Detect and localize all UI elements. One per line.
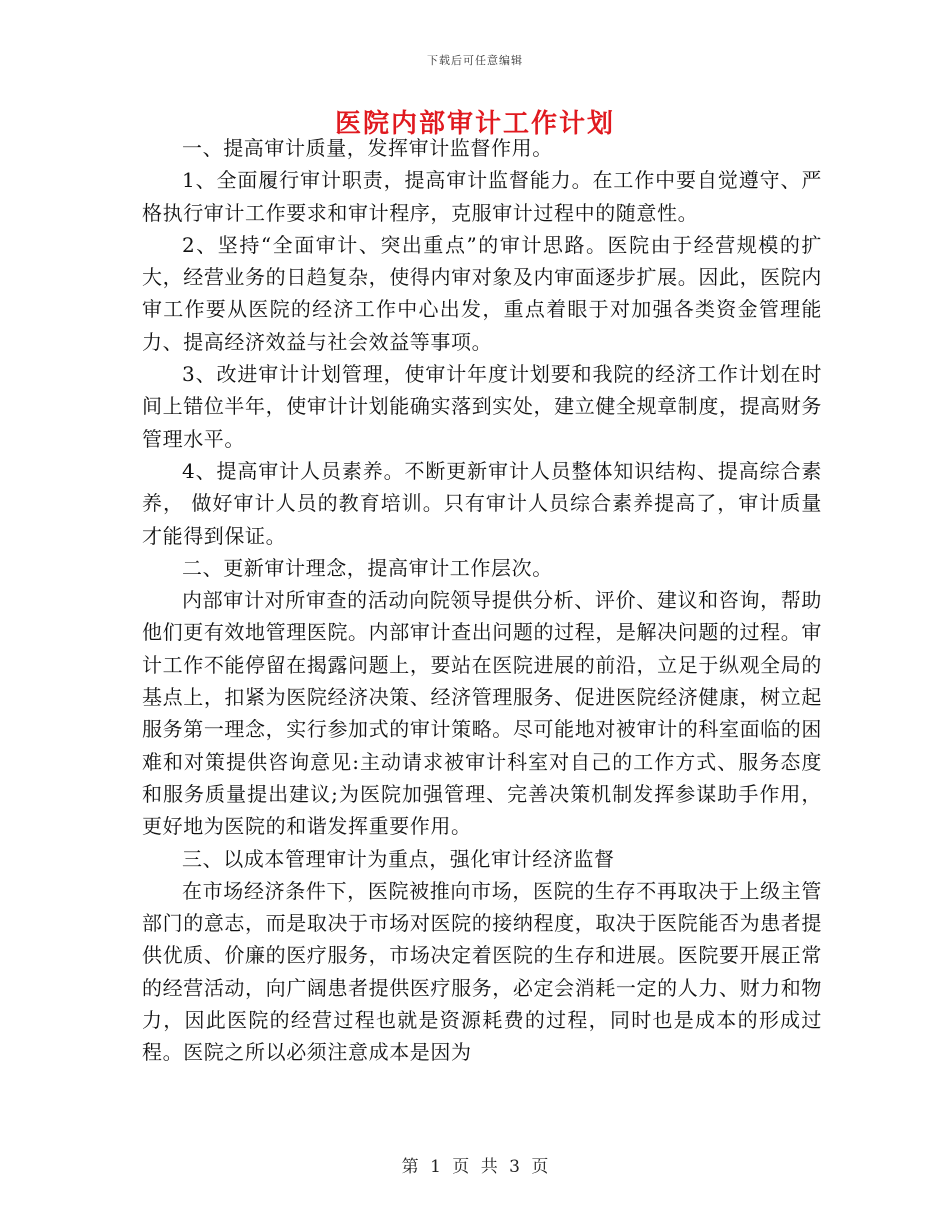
paragraph-item-3: 3、改进审计计划管理，使审计年度计划要和我院的经济工作计划在时间上错位半年，使审计计划能确实落到实处，建立健全规章制度，提高财务管理水平。	[142, 362, 822, 451]
page-footer: 第 1 页 共 3 页	[401, 1157, 549, 1177]
section-heading-2: 二、更新审计理念，提高审计工作层次。	[182, 555, 553, 580]
section-heading-3: 三、以成本管理审计为重点，强化审计经济监督	[182, 846, 615, 871]
paragraph-section-2: 内部审计对所审查的活动向院领导提供分析、评价、建议和咨询，帮助他们更有效地管理医院。内部审计查出问题的过程，是解决问题的过程。审计工作不能停留在揭露问题上，要站在医院进展的前沿，立足于纵观全局的基点上，扣紧为医院经济决策、经济管理服务、促进医院经济健康，树立起服务第一理念，实行参加式的审计策略。尽可能地对被审计的科室面临的困难和对策提供咨询意见:主动请求被审计科室对自己的工作方式、服务态度和服务质量提出建议;为医院加强管理、完善决策机制发挥参谋助手作用，更好地为医院的和谐发挥重要作用。	[142, 588, 822, 839]
paragraph-section-3: 在市场经济条件下，医院被推向市场，医院的生存不再取决于上级主管部门的意志，而是取决于市场对医院的接纳程度，取决于医院能否为患者提供优质、价廉的医疗服务，市场决定着医院的生存和进展。医院要开展正常的经营活动，向广阔患者提供医疗服务，必定会消耗一定的人力、财力和物力，因此医院的经营过程也就是资源耗费的过程，同时也是成本的形成过程。医院之所以必须注意成本是因为	[142, 878, 822, 1065]
section-heading-1: 一、提高审计质量，发挥审计监督作用。	[182, 136, 553, 160]
paragraph-item-4: 4、提高审计人员素养。不断更新审计人员整体知识结构、提高综合素养， 做好审计人员的教育培训。只有审计人员综合素养提高了，审计质量才能得到保证。	[142, 458, 822, 548]
document-title: 医院内部审计工作计划	[334, 109, 615, 139]
paragraph-item-1: 1、全面履行审计职责，提高审计监督能力。在工作中要自觉遵守、严格执行审计工作要求和审计程序，克服审计过程中的随意性。	[142, 168, 822, 225]
header-note: 下载后可任意编辑	[427, 54, 523, 67]
paragraph-item-2: 2、坚持“全面审计、突出重点”的审计思路。医院由于经营规模的扩大，经营业务的日趋复杂，使得内审对象及内审面逐步扩展。因此，医院内审工作要从医院的经济工作中心出发，重点着眼于对加强各类资金管理能力、提高经济效益与社会效益等事项。	[142, 232, 822, 354]
document-body	[142, 132, 822, 1069]
